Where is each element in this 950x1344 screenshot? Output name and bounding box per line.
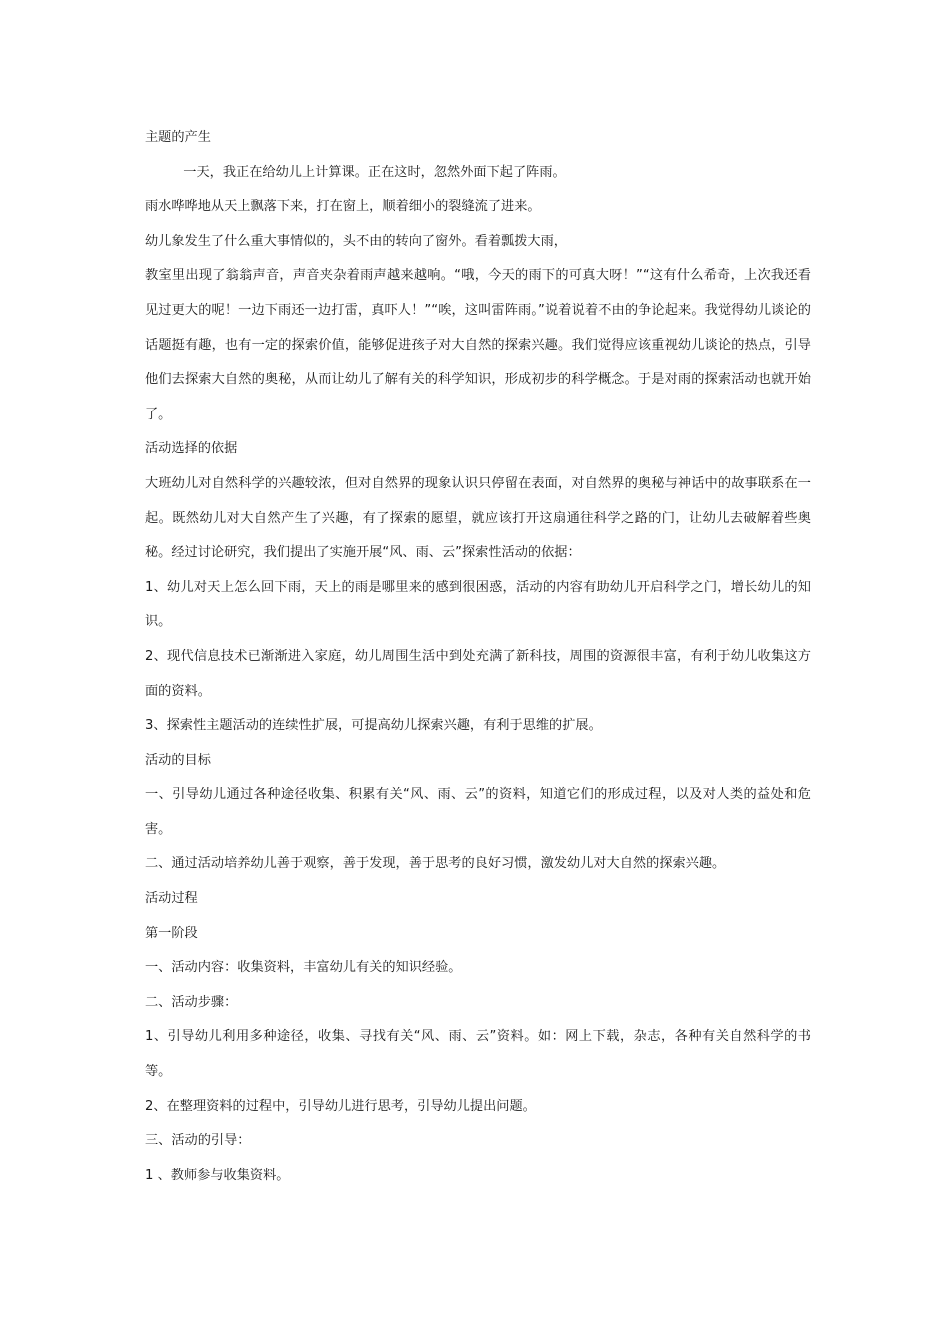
list-item: 1 、教师参与收集资料。	[145, 1167, 290, 1183]
paragraph: 教室里出现了翁翁声音，声音夹杂着雨声越来越响。“哦，今天的雨下的可真大呀！”“这有什么希奇，上次我还看见过更大的呢！一边下雨还一边打雷，真吓人！”“唉，这叫雷阵雨。”说着说着不由的争论起来。我觉得幼儿谈论的话题挺有趣，也有一定的探索价值，能够促进孩子对大自然的探索兴趣。我们觉得应该重视幼儿谈论的热点，引导他们去探索大自然的奥秘，从而让幼儿了解有关的科学知识，形成初步的科学概念。于是对雨的探索活动也就开始了。	[145, 268, 811, 422]
list-item: 一、引导幼儿通过各种途径收集、积累有关“风、雨、云”的资料，知道它们的形成过程，以及对人类的益处和危害。	[145, 787, 811, 837]
heading-theme-origin: 主题的产生	[145, 130, 211, 145]
list-item: 二、通过活动培养幼儿善于观察，善于发现，善于思考的良好习惯，激发幼儿对大自然的探索兴趣。	[145, 856, 726, 872]
paragraph: 一天，我正在给幼儿上计算课。正在这时，忽然外面下起了阵雨。	[183, 164, 566, 180]
document-page	[145, 121, 811, 1193]
list-item: 2、在整理资料的过程中，引导幼儿进行思考，引导幼儿提出问题。	[145, 1098, 536, 1114]
heading-selection-basis: 活动选择的依据	[145, 441, 238, 457]
list-item: 1、引导幼儿利用多种途径，收集、寻找有关“风、雨、云”资料。如：网上下载，杂志，各种有关自然科学的书等。	[145, 1029, 811, 1080]
paragraph: 幼儿象发生了什么重大事情似的，头不由的转向了窗外。看着瓢拨大雨，	[145, 233, 567, 249]
list-item: 1、幼儿对天上怎么回下雨，天上的雨是哪里来的感到很困惑，活动的内容有助幼儿开启科学之门，增长幼儿的知识。	[145, 579, 811, 630]
heading-stage-one: 第一阶段	[145, 925, 198, 941]
paragraph: 雨水哗哗地从天上飘落下来，打在窗上，顺着细小的裂缝流了进来。	[145, 199, 541, 215]
heading-activity-goals: 活动的目标	[145, 752, 211, 768]
paragraph: 大班幼儿对自然科学的兴趣较浓，但对自然界的现象认识只停留在表面，对自然界的奥秘与神话中的故事联系在一起。既然幼儿对大自然产生了兴趣，有了探索的愿望，就应该打开这扇通往科学之路的门，让幼儿去破解着些奥秘。经过讨论研究，我们提出了实施开展“风、雨、云”探索性活动的依据：	[145, 475, 811, 561]
list-item: 3、探索性主题活动的连续性扩展，可提高幼儿探索兴趣，有利于思维的扩展。	[145, 718, 602, 734]
list-item: 一、活动内容：收集资料，丰富幼儿有关的知识经验。	[145, 960, 462, 976]
list-item: 三、活动的引导：	[145, 1133, 251, 1149]
list-item: 二、活动步骤：	[145, 994, 238, 1010]
heading-activity-process: 活动过程	[145, 891, 198, 907]
list-item: 2、现代信息技术已渐渐进入家庭，幼儿周围生活中到处充满了新科技，周围的资源很丰富，有利于幼儿收集这方面的资料。	[145, 648, 811, 699]
